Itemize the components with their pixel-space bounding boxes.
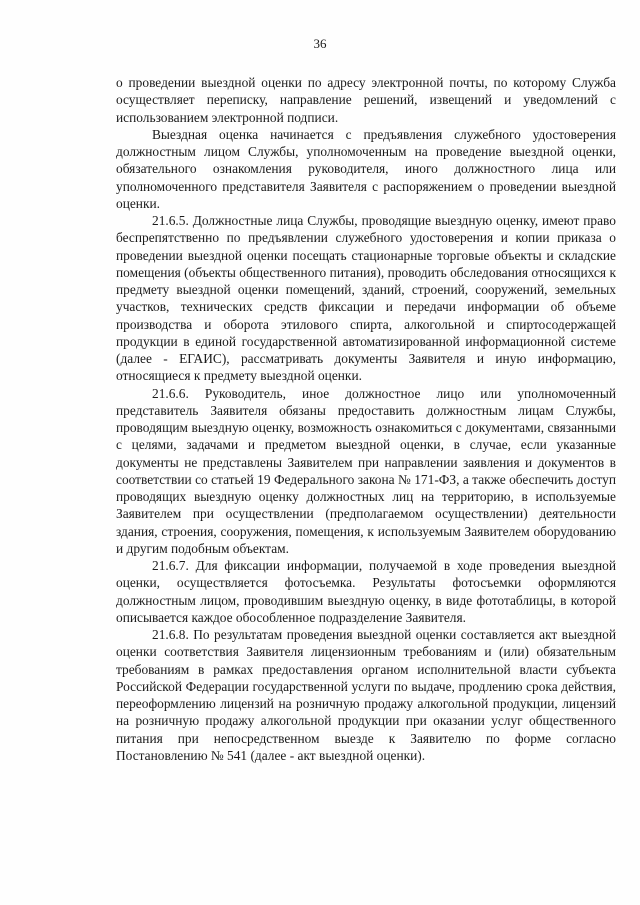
document-body — [116, 74, 616, 764]
page-number: 36 — [313, 36, 327, 51]
paragraph-21-6-7: 21.6.7. Для фиксации информации, получаемой в ходе проведения выездной оценки, осуществляется фотосъемка. Результаты фотосъемки оформляются должностным лицом, проводившим выездную оценку, в виде фототаблицы, в которой описывается каждое обособленное подразделение Заявителя. — [116, 558, 616, 625]
paragraph-field-visit-start: Выездная оценка начинается с предъявления служебного удостоверения должностным лицом Службы, уполномоченным на проведение выездной оценки, обязательного ознакомления руководителя, иного должностного лица или уполномоченного представителя Заявителя с распоряжением о проведении выездной оценки. — [116, 126, 616, 211]
paragraph-21-6-8: 21.6.8. По результатам проведения выездной оценки составляется акт выездной оценки соответствия Заявителя лицензионным требованиям и (или) обязательным требованиям в рамках предоставления органом исполнительной власти субъекта Российской Федерации государственной услуги по выдаче, продлению срока действия, переоформлению лицензий на розничную продажу алкогольной продукции, лицензий на розничную продажу алкогольной продукции при оказании услуг общественного питания при непосредственном выезде к Заявителю по форме согласно Постановлению № 541 (далее - акт выездной оценки). — [116, 627, 616, 763]
paragraph-21-6-5: 21.6.5. Должностные лица Службы, проводящие выездную оценку, имеют право беспрепятственно по предъявлении служебного удостоверения и копии приказа о проведении выездной оценки посещать стационарные торговые объекты и складские помещения (объекты общественного питания), проводить обследования относящихся к предмету выездной оценки помещений, зданий, строений, сооружений, земельных участков, технических средств фиксации и передачи информации об объеме производства и оборота этилового спирта, алкогольной и спиртосодержащей продукции в единой государственной автоматизированной информационной системе (далее - ЕГАИС), рассматривать документы Заявителя и иную информацию, относящиеся к предмету выездной оценки. — [116, 213, 616, 384]
paragraph-21-6-6: 21.6.6. Руководитель, иное должностное лицо или уполномоченный представитель Заявителя обязаны предоставить должностным лицам Службы, проводящим выездную оценку, возможность ознакомиться с документами, связанными с целями, задачами и предметом выездной оценки, в случае, если указанные документы не представлены Заявителем при направлении заявления и документов в соответствии со статьей 19 Федерального закона № 171-ФЗ, а также обеспечить доступ проводящих выездную оценку должностных лиц на территорию, в используемые Заявителем при осуществлении (предполагаемом осуществлении) деятельности здания, строения, сооружения, помещения, к используемым Заявителем оборудованию и другим подобным объектам. — [116, 385, 616, 556]
paragraph-continuation: о проведении выездной оценки по адресу электронной почты, по которому Служба осуществляет переписку, направление решений, извещений и уведомлений с использованием электронной подписи. — [116, 75, 616, 125]
